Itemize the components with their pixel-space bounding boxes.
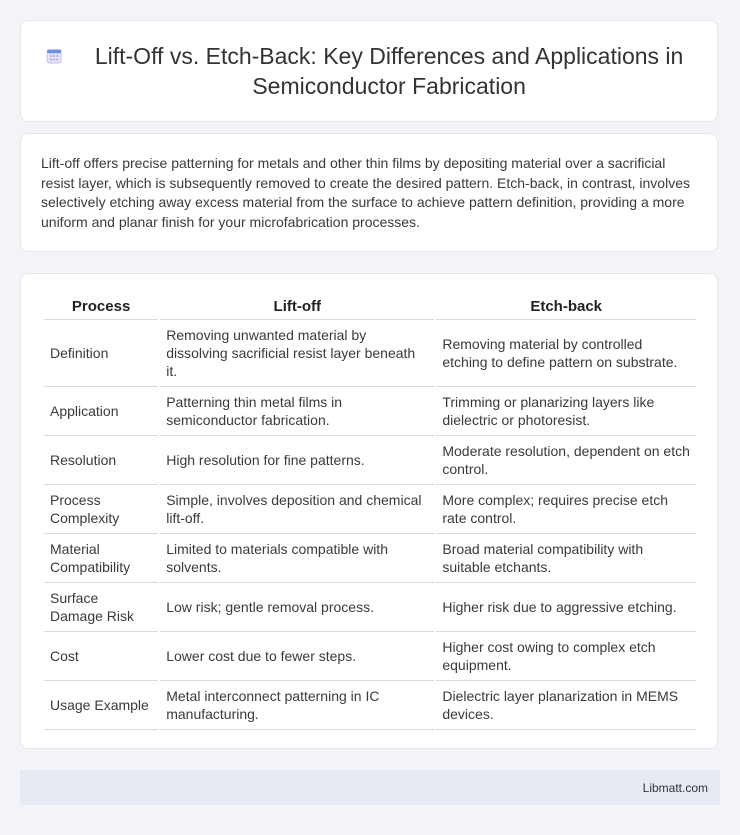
table-row <box>44 632 696 681</box>
header-lift-off: Lift-off <box>160 293 434 320</box>
row-label: Material Compatibility <box>44 534 158 583</box>
row-label: Process Complexity <box>44 485 158 534</box>
table-row <box>44 485 696 534</box>
table-row <box>44 583 696 632</box>
etch-back-cell: Higher risk due to aggressive etching. <box>436 583 696 632</box>
calendar-icon <box>45 43 63 69</box>
table-header-row <box>44 293 696 320</box>
comparison-table-card <box>20 273 718 749</box>
row-label: Cost <box>44 632 158 681</box>
etch-back-cell: Removing material by controlled etching to define pattern on substrate. <box>436 320 696 387</box>
row-label: Application <box>44 387 158 436</box>
page-title: Lift-Off vs. Etch-Back: Key Differences and Applications in Semiconductor Fabrication <box>94 43 684 99</box>
header-process: Process <box>44 293 158 320</box>
header-etch-back: Etch-back <box>436 293 696 320</box>
row-label: Usage Example <box>44 681 158 730</box>
etch-back-cell: Dielectric layer planarization in MEMS devices. <box>436 681 696 730</box>
row-label: Surface Damage Risk <box>44 583 158 632</box>
title-card <box>20 20 718 122</box>
intro-card <box>20 133 718 252</box>
table-row <box>44 320 696 387</box>
lift-off-cell: High resolution for fine patterns. <box>160 436 434 485</box>
row-label: Definition <box>44 320 158 387</box>
etch-back-cell: More complex; requires precise etch rate control. <box>436 485 696 534</box>
table-row <box>44 681 696 730</box>
intro-text: Lift-off offers precise patterning for metals and other thin films by depositing material over a sacrificial resist layer, which is subsequently removed to create the desired pattern. Etch-back, in contrast, involves selectively etching away excess material from the surface to achieve pattern definition, providing a more uniform and planar finish for your microfabrication processes. <box>41 155 690 230</box>
lift-off-cell: Removing unwanted material by dissolving sacrificial resist layer beneath it. <box>160 320 434 387</box>
table-row <box>44 436 696 485</box>
lift-off-cell: Limited to materials compatible with solvents. <box>160 534 434 583</box>
table-row <box>44 534 696 583</box>
lift-off-cell: Low risk; gentle removal process. <box>160 583 434 632</box>
footer-brand[interactable]: Libmatt.com <box>642 780 708 795</box>
table-row <box>44 387 696 436</box>
etch-back-cell: Trimming or planarizing layers like dielectric or photoresist. <box>436 387 696 436</box>
comparison-table <box>42 293 698 730</box>
lift-off-cell: Patterning thin metal films in semiconductor fabrication. <box>160 387 434 436</box>
lift-off-cell: Metal interconnect patterning in IC manufacturing. <box>160 681 434 730</box>
footer <box>20 770 720 805</box>
lift-off-cell: Lower cost due to fewer steps. <box>160 632 434 681</box>
lift-off-cell: Simple, involves deposition and chemical lift-off. <box>160 485 434 534</box>
row-label: Resolution <box>44 436 158 485</box>
etch-back-cell: Broad material compatibility with suitable etchants. <box>436 534 696 583</box>
etch-back-cell: Moderate resolution, dependent on etch control. <box>436 436 696 485</box>
etch-back-cell: Higher cost owing to complex etch equipment. <box>436 632 696 681</box>
